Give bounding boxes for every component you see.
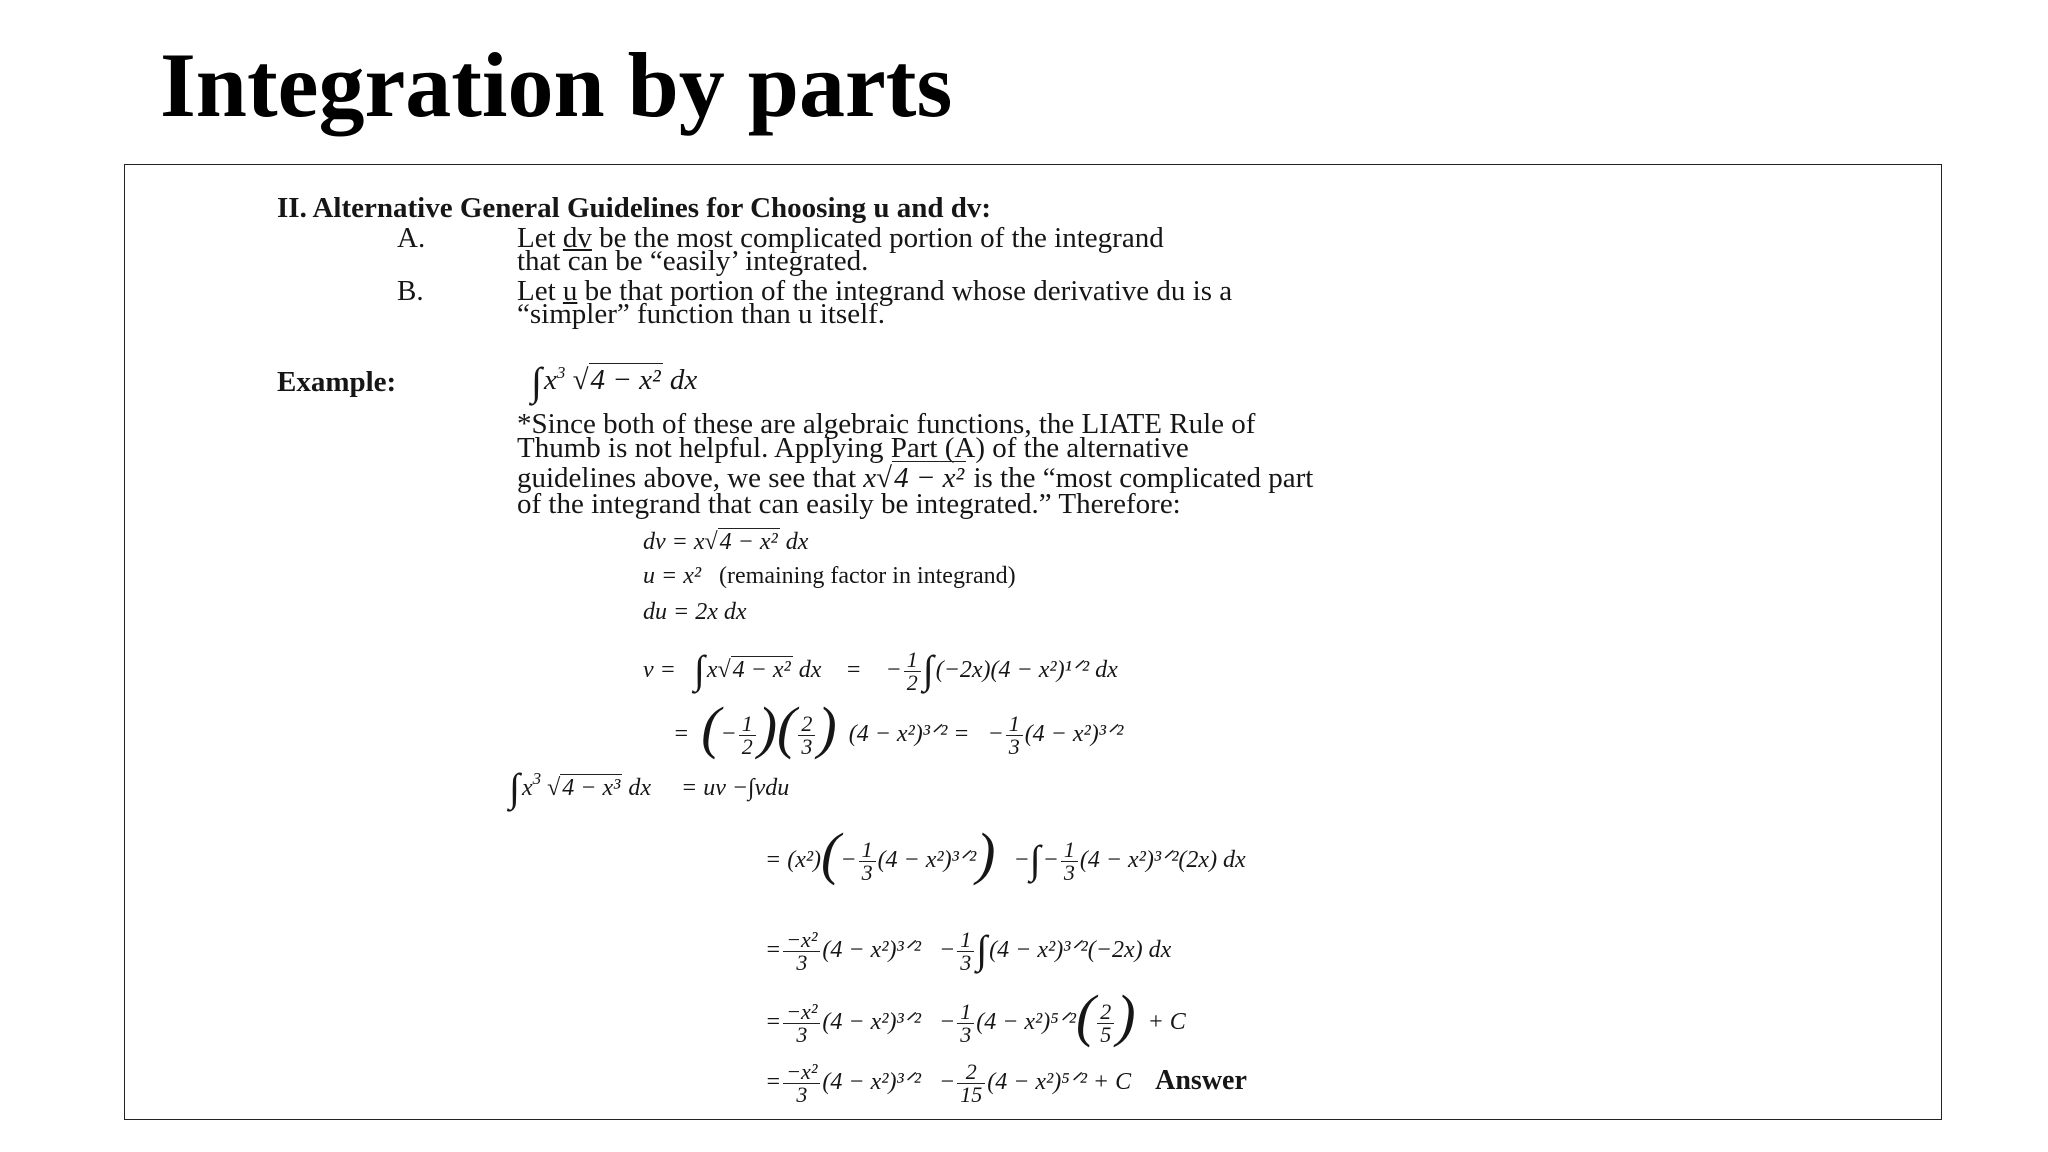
- v-equation-line2: = (− $\frac{1}{2}$ )( $\frac{2}{3}$ ) (4 − x²)³ᐟ² = − $\frac{1}{3}$ (4 − x²)³ᐟ²: [673, 695, 1124, 760]
- dv-equation: dv = x√4 − x² dx: [643, 529, 809, 555]
- ibp-formula: $\int x^3$ √4 − x³ dx = uv −∫vdu: [509, 765, 790, 810]
- guideline-a-text-line2: that can be “easily’ integrated.: [517, 245, 869, 277]
- note-line-1: *Since both of these are algebraic functions, the LIATE Rule of: [517, 408, 1256, 440]
- guideline-b-marker: B.: [397, 275, 424, 307]
- result-line-4: = $\frac{\text{−x²}}{3}$ (4 − x²)³ᐟ² − $\frac{2}{15}$ (4 − x²)⁵ᐟ² + C Answer: [765, 1059, 1247, 1107]
- result-line-1: = (x²)(− $\frac{1}{3}$ (4 − x²)³ᐟ²) −∫− $\frac{1}{3}$ (4 − x²)³ᐟ²(2x) dx: [765, 821, 1246, 886]
- content-frame: [124, 164, 1942, 1120]
- du-equation: du = 2x dx: [643, 599, 747, 625]
- example-integral: $\int x^3$ √4 − x² dx: [531, 359, 698, 404]
- example-label: Example:: [277, 366, 397, 398]
- guidelines-heading: II. Alternative General Guidelines for Choosing u and dv:: [277, 192, 992, 224]
- result-line-2: = $\frac{\text{−x²}}{3}$ (4 − x²)³ᐟ² − $\frac{1}{3}$ ∫(4 − x²)³ᐟ²(−2x) dx: [765, 927, 1172, 975]
- u-equation: u = x² (remaining factor in integrand): [643, 563, 1016, 589]
- v-equation: v = ∫x√4 − x² dx = − $\frac{1}{2}$ ∫(−2x)(4 − x²)¹ᐟ² dx: [643, 647, 1118, 695]
- result-line-3: = $\frac{\text{−x²}}{3}$ (4 − x²)³ᐟ² − $\frac{1}{3}$ (4 − x²)⁵ᐟ²( $\frac{2}{5}$ ) + C: [765, 983, 1186, 1048]
- answer-label: Answer: [1155, 1065, 1247, 1097]
- guideline-b-text: Let u be that portion of the integrand whose derivative du is a: [517, 275, 1233, 307]
- note-line-3: guidelines above, we see that x√4 − x² is the “most complicated part: [517, 462, 1314, 494]
- guideline-a-marker: A.: [397, 222, 426, 254]
- guideline-a-text: Let dv be the most complicated portion of the integrand: [517, 222, 1164, 254]
- slide-title: Integration by parts: [160, 34, 953, 136]
- note-line-4: of the integrand that can easily be integrated.” Therefore:: [517, 488, 1181, 520]
- guideline-b-text-line2: “simpler” function than u itself.: [517, 298, 886, 330]
- note-line-2: Thumb is not helpful. Applying Part (A) of the alternative: [517, 432, 1189, 464]
